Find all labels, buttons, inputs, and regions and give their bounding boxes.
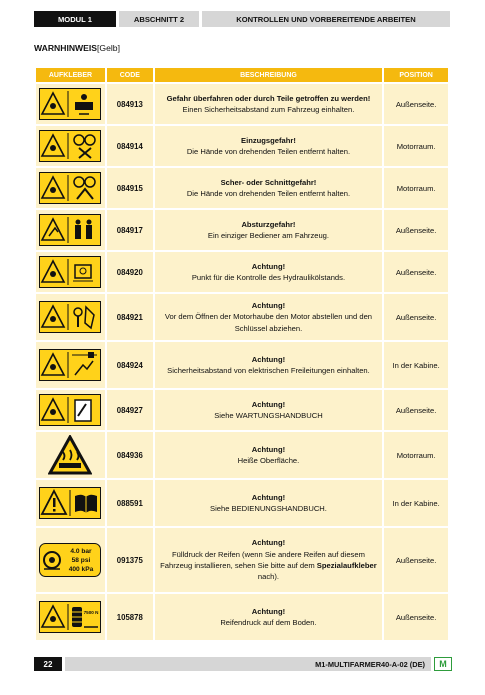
row-code: 084913 xyxy=(107,84,153,124)
row-title: Achtung! xyxy=(251,492,286,502)
row-title: Achtung! xyxy=(251,399,286,409)
tire-pressure-sticker xyxy=(36,528,105,592)
row-position: Außenseite. xyxy=(384,594,448,640)
row-description xyxy=(155,252,383,292)
row-title: Einzugsgefahr! xyxy=(241,135,296,145)
row-title: Achtung! xyxy=(251,538,286,548)
table-row xyxy=(36,294,448,340)
table-row xyxy=(36,168,448,208)
col-header-position: POSITION xyxy=(384,68,448,82)
col-header-sticker: AUFKLEBER xyxy=(36,68,105,82)
row-text: Einen Sicherheitsabstand zum Fahrzeug einhalten. xyxy=(182,105,355,114)
row-text: Punkt für die Kontrolle des Hydraulikölstands. xyxy=(191,273,346,282)
row-description xyxy=(155,390,383,430)
sticker-ground-load: 7500 N xyxy=(84,610,99,615)
row-title: Absturzgefahr! xyxy=(241,219,296,229)
row-title: Achtung! xyxy=(251,261,286,271)
run-over-warning-sticker xyxy=(36,84,105,124)
brand-logo-letter: M xyxy=(439,659,447,669)
table-row xyxy=(36,480,448,526)
row-position: Außenseite. xyxy=(384,252,448,292)
row-position: Außenseite. xyxy=(384,294,448,340)
row-title: Achtung! xyxy=(251,606,286,616)
row-code: 084936 xyxy=(107,432,153,478)
hot-surface-sticker xyxy=(36,432,105,478)
row-description xyxy=(155,294,383,340)
sticker-pressure-psi: 58 psi xyxy=(72,557,91,564)
table-row xyxy=(36,594,448,640)
maintenance-manual-sticker xyxy=(36,390,105,430)
engine-key-sticker xyxy=(36,294,105,340)
table-header-row xyxy=(36,68,448,82)
row-position: Außenseite. xyxy=(384,528,448,592)
table-row xyxy=(36,210,448,250)
row-position: Motorraum. xyxy=(384,432,448,478)
warning-heading-suffix: [Gelb] xyxy=(97,43,120,53)
col-header-code: CODE xyxy=(107,68,153,82)
row-title: Achtung! xyxy=(251,444,286,454)
row-position: Außenseite. xyxy=(384,390,448,430)
row-title: Scher- oder Schnittgefahr! xyxy=(220,177,317,187)
warning-heading xyxy=(34,43,120,53)
row-position: Außenseite. xyxy=(384,210,448,250)
section-label: ABSCHNITT 2 xyxy=(119,11,199,27)
table-row xyxy=(36,342,448,388)
row-text: Die Hände von drehenden Teilen entfernt halten. xyxy=(186,189,351,198)
row-code: 084914 xyxy=(107,126,153,166)
module-label: MODUL 1 xyxy=(34,11,116,27)
table-row xyxy=(36,252,448,292)
row-title: Achtung! xyxy=(251,354,286,364)
hydraulic-oil-sticker xyxy=(36,252,105,292)
row-title: Gefahr überfahren oder durch Teile getroffen zu werden! xyxy=(166,93,371,103)
row-text: Heiße Oberfläche. xyxy=(237,456,300,465)
row-title: Achtung! xyxy=(251,300,286,310)
chapter-title: KONTROLLEN UND VORBEREITENDE ARBEITEN xyxy=(202,11,450,27)
page-footer xyxy=(34,657,452,671)
section-header xyxy=(34,11,450,27)
row-position: Motorraum. xyxy=(384,126,448,166)
table-row xyxy=(36,84,448,124)
row-code: 105878 xyxy=(107,594,153,640)
fall-warning-sticker xyxy=(36,210,105,250)
row-text: Siehe WARTUNGSHANDBUCH xyxy=(214,411,323,420)
ground-pressure-sticker xyxy=(36,594,105,640)
row-code: 084924 xyxy=(107,342,153,388)
row-description xyxy=(155,210,383,250)
row-code: 084917 xyxy=(107,210,153,250)
page-number: 22 xyxy=(34,657,62,671)
row-text: Fülldruck der Reifen (wenn Sie andere Reifen auf diesem Fahrzeug installieren, sehen Sie bitte auf dem xyxy=(160,549,365,570)
power-line-sticker xyxy=(36,342,105,388)
brand-logo xyxy=(434,657,452,671)
row-text-block xyxy=(157,549,381,583)
row-text: Ein einziger Bediener am Fahrzeug. xyxy=(207,231,330,240)
row-description xyxy=(155,168,383,208)
row-position: Außenseite. xyxy=(384,84,448,124)
col-header-description: BESCHREIBUNG xyxy=(155,68,383,82)
row-text: Siehe BEDIENUNGSHANDBUCH. xyxy=(210,504,327,513)
warning-heading-bold: WARNHINWEIS xyxy=(34,43,98,53)
operator-manual-sticker xyxy=(36,480,105,526)
row-text: Vor dem Öffnen der Motorhaube den Motor abstellen und den Schlüssel abziehen. xyxy=(164,312,373,333)
row-text-end: nach). xyxy=(257,572,280,582)
row-text: Reifendruck auf dem Boden. xyxy=(220,618,317,627)
sticker-pressure-kpa: 400 kPa xyxy=(69,566,94,573)
table-row xyxy=(36,390,448,430)
row-code: 084920 xyxy=(107,252,153,292)
row-code: 091375 xyxy=(107,528,153,592)
row-code: 084921 xyxy=(107,294,153,340)
sticker-pressure-bar: 4.0 bar xyxy=(70,548,93,555)
row-text: Sicherheitsabstand von elektrischen Freileitungen einhalten. xyxy=(167,366,370,375)
entanglement-warning-sticker xyxy=(36,126,105,166)
row-description xyxy=(155,126,383,166)
row-description xyxy=(155,480,383,526)
row-description xyxy=(155,84,383,124)
table-row xyxy=(36,126,448,166)
table-row xyxy=(36,528,448,592)
shear-cut-warning-sticker xyxy=(36,168,105,208)
row-description xyxy=(155,594,383,640)
sticker-table xyxy=(34,66,450,642)
row-code: 084915 xyxy=(107,168,153,208)
row-code: 088591 xyxy=(107,480,153,526)
row-description xyxy=(155,342,383,388)
row-position: Motorraum. xyxy=(384,168,448,208)
row-position: In der Kabine. xyxy=(384,342,448,388)
row-description xyxy=(155,432,383,478)
table-row xyxy=(36,432,448,478)
row-position: In der Kabine. xyxy=(384,480,448,526)
row-code: 084927 xyxy=(107,390,153,430)
row-text-bold: Spezialaufkleber xyxy=(316,561,377,570)
row-text: Die Hände von drehenden Teilen entfernt halten. xyxy=(186,147,351,156)
document-id: M1-MULTIFARMER40-A-02 (DE) xyxy=(65,657,431,671)
row-description xyxy=(155,528,383,592)
